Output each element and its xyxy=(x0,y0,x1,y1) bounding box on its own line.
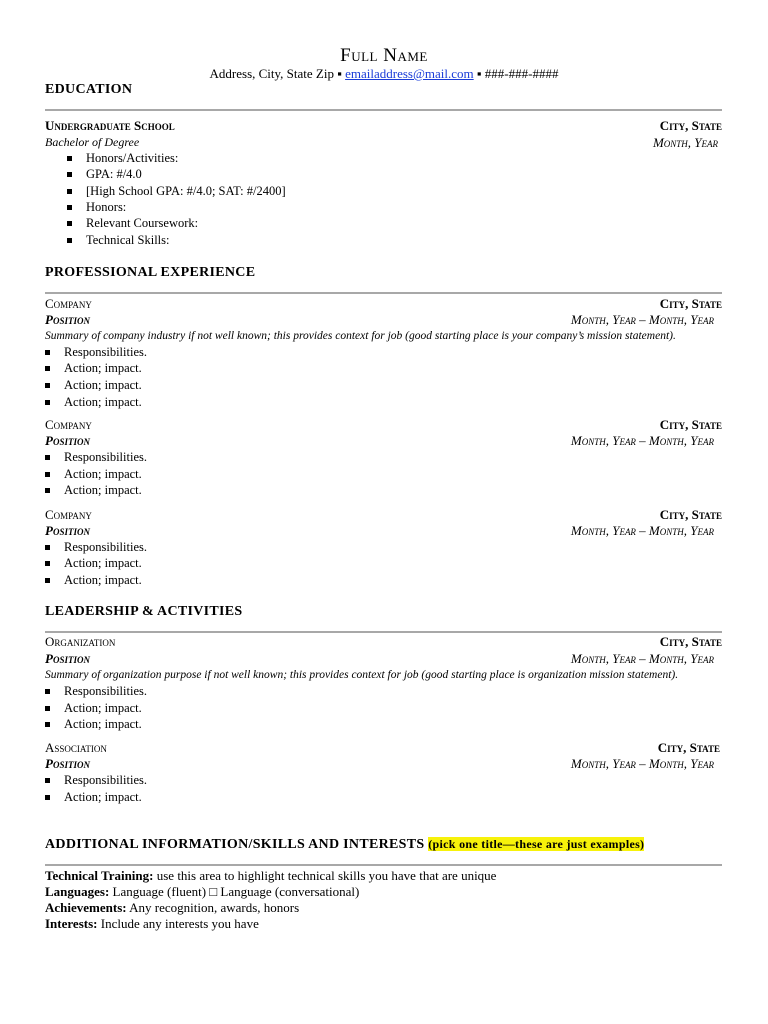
list-item: Relevant Coursework: xyxy=(67,216,198,231)
position-title: Position xyxy=(45,756,90,771)
list-item: Responsibilities. xyxy=(45,345,147,360)
degree: Bachelor of Degree xyxy=(45,135,140,149)
list-item: Action; impact. xyxy=(45,556,142,571)
organization-name: Association xyxy=(45,740,107,755)
position-dates: Month, Year – Month, Year xyxy=(570,523,714,538)
section-title-education: EDUCATION xyxy=(45,82,133,97)
section-divider xyxy=(45,109,722,111)
list-item: Responsibilities. xyxy=(45,773,147,788)
additional-line: Technical Training: use this area to highlight technical skills you have that are unique xyxy=(45,868,497,883)
section-title-leadership: LEADERSHIP & ACTIVITIES xyxy=(45,604,243,619)
bullet-icon xyxy=(67,205,72,210)
bullet-icon xyxy=(45,545,50,550)
bullet-icon xyxy=(45,722,50,727)
bullet-icon xyxy=(45,366,50,371)
school-name: Undergraduate School xyxy=(45,118,175,133)
position-dates: Month, Year – Month, Year xyxy=(570,312,714,327)
full-name: Full Name xyxy=(340,45,428,66)
list-item: Action; impact. xyxy=(45,790,142,805)
list-item: [High School GPA: #/4.0; SAT: #/2400] xyxy=(67,184,286,199)
company-summary: Summary of company industry if not well known; this provides context for job (good starting place is your company’s mission statement). xyxy=(45,330,676,342)
highlighted-note: (pick one title—these are just examples) xyxy=(428,837,645,851)
list-item: Honors: xyxy=(67,200,126,215)
bullet-icon xyxy=(45,488,50,493)
list-item: Action; impact. xyxy=(45,483,142,498)
position-title: Position xyxy=(45,433,90,448)
list-item: Responsibilities. xyxy=(45,684,147,699)
bullet-icon xyxy=(45,778,50,783)
phone: ###-###-#### xyxy=(484,66,559,81)
company-location: City, State xyxy=(659,296,722,311)
bullet-icon xyxy=(45,578,50,583)
bullet-icon xyxy=(45,795,50,800)
school-location: City, State xyxy=(659,118,722,133)
separator: ▪ xyxy=(476,66,482,81)
bullet-icon xyxy=(67,221,72,226)
company-location: City, State xyxy=(659,507,722,522)
list-item: Action; impact. xyxy=(45,395,142,410)
bullet-icon xyxy=(45,400,50,405)
section-divider xyxy=(45,864,722,866)
position-title: Position xyxy=(45,312,90,327)
additional-line: Interests: Include any interests you have xyxy=(45,916,259,931)
bullet-icon xyxy=(45,350,50,355)
list-item: Action; impact. xyxy=(45,573,142,588)
graduation-date: Month, Year xyxy=(652,135,718,150)
list-item: GPA: #/4.0 xyxy=(67,167,142,182)
list-item: Action; impact. xyxy=(45,717,142,732)
position-dates: Month, Year – Month, Year xyxy=(570,433,714,448)
additional-line: Achievements: Any recognition, awards, honors xyxy=(45,900,300,915)
bullet-icon xyxy=(45,472,50,477)
position-title: Position xyxy=(45,523,90,538)
position-dates: Month, Year – Month, Year xyxy=(570,651,714,666)
organization-name: Organization xyxy=(45,634,116,649)
organization-summary: Summary of organization purpose if not well known; this provides context for job (good starting place is organization mission statement). xyxy=(45,669,679,681)
list-item: Action; impact. xyxy=(45,361,142,376)
address: Address, City, State Zip xyxy=(209,66,334,81)
contact-line xyxy=(0,66,768,82)
list-item: Responsibilities. xyxy=(45,450,147,465)
position-title: Position xyxy=(45,651,90,666)
company-name: Company xyxy=(45,296,92,311)
bullet-icon xyxy=(67,189,72,194)
bullet-icon xyxy=(67,156,72,161)
list-item: Action; impact. xyxy=(45,378,142,393)
email-link[interactable]: emailaddress@mail.com xyxy=(345,66,474,81)
section-divider xyxy=(45,631,722,633)
additional-line: Languages: Language (fluent) □ Language (conversational) xyxy=(45,884,360,899)
bullet-icon xyxy=(45,706,50,711)
bullet-icon xyxy=(45,455,50,460)
bullet-icon xyxy=(67,238,72,243)
list-item: Action; impact. xyxy=(45,467,142,482)
bullet-icon xyxy=(45,561,50,566)
company-location: City, State xyxy=(659,417,722,432)
list-item: Technical Skills: xyxy=(67,233,169,248)
organization-location: City, State xyxy=(659,634,722,649)
bullet-icon xyxy=(45,689,50,694)
list-item: Responsibilities. xyxy=(45,540,147,555)
separator: ▪ xyxy=(337,66,342,81)
section-title-experience: PROFESSIONAL EXPERIENCE xyxy=(45,265,256,280)
organization-location: City, State xyxy=(657,740,720,755)
bullet-icon xyxy=(45,383,50,388)
list-item: Honors/Activities: xyxy=(67,151,178,166)
company-name: Company xyxy=(45,507,92,522)
company-name: Company xyxy=(45,417,92,432)
section-divider xyxy=(45,292,722,294)
list-item: Action; impact. xyxy=(45,701,142,716)
bullet-icon xyxy=(67,172,72,177)
position-dates: Month, Year – Month, Year xyxy=(570,756,714,771)
section-title-additional: ADDITIONAL INFORMATION/SKILLS AND INTERESTS (pick one title—these are just examples) xyxy=(45,837,645,852)
